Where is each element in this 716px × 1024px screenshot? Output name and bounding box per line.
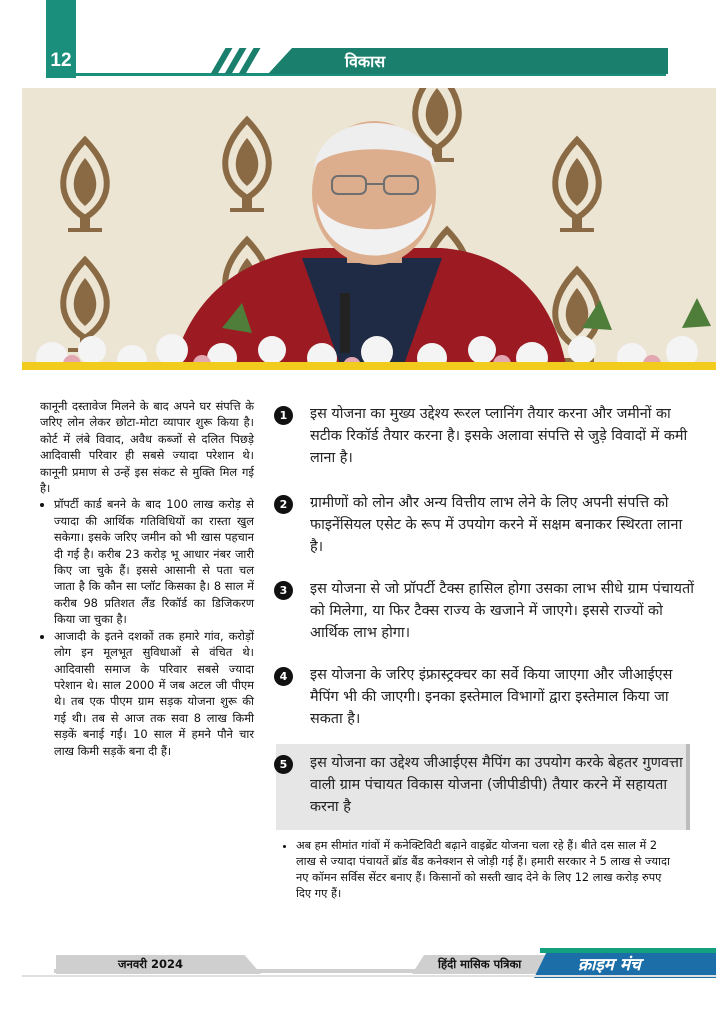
point-text: इस योजना का मुख्य उद्देश्य रूरल प्लानिंग तैयार करना और जमीनों का सटीक रिकॉर्ड तैयार करना है। इसके अलावा संपत्ति से जुड़े विवादों में कमी लाना है।	[310, 406, 688, 466]
list-item: • अब हम सीमांत गांवों में कनेक्टिविटी बढ़ाने वाइब्रेंट योजना चला रहे हैं। बीते दस साल में 2 लाख से ज्यादा पंचायतें ब्रॉड बैंड कनेक्शन से जोड़ी गई हैं। हमारी सरकार ने 5 लाख से ज्यादा नए कॉमन सर्विस सेंटर बनाए हैं। किसानों को सस्ती खाद देने के लिए 12 लाख करोड़ रुपए दिए गए हैं।	[296, 838, 674, 902]
point-text: इस योजना के जरिए इंफ्रास्ट्रक्चर का सर्वे किया जाएगा और जीआईएस मैपिंग भी की जाएगी। इनका इस्तेमाल विभागों द्वारा इस्तेमाल किया जा सकता है।	[310, 667, 673, 727]
speaker-portrait-image	[22, 88, 716, 370]
page-number: 12	[50, 50, 72, 71]
number-badge: 2	[274, 495, 293, 514]
footer-date: जनवरी 2024	[118, 957, 184, 971]
point-text: इस योजना का उद्देश्य जीआईएस मैपिंग का उपयोग करके बेहतर गुणवत्ता वाली ग्राम पंचायत विकास योजना (जीपीडीपी) तैयार करने में सहायता करना है	[310, 755, 683, 815]
number-badge: 4	[274, 667, 293, 686]
left-bullet-list	[40, 496, 254, 759]
section-title: विकास	[344, 52, 386, 71]
footer-brand-logo: क्राइम मंच	[578, 955, 641, 975]
bottom-note	[282, 838, 674, 902]
number-badge: 5	[274, 755, 293, 774]
left-column	[40, 398, 254, 759]
intro-paragraph: कानूनी दस्तावेज मिलने के बाद अपने घर संपत्ति के जरिए लोन लेकर छोटा-मोटा व्यापार शुरू किया है। कोर्ट में लंबे विवाद, अवैध कब्जों से दलित पिछड़े आदिवासी परिवार ही सबसे ज्यादा परेशान थे। कानूनी प्रमाण से उन्हें इस संकट से मुक्ति मिल गई है।	[40, 399, 254, 496]
point-text: इस योजना से जो प्रॉपर्टी टैक्स हासिल होगा उसका लाभ सीधे ग्राम पंचायतों को मिलेगा, या फिर टैक्स राज्य के खजाने में जाएगे। इससे राज्यों को आर्थिक लाभ होगा।	[310, 581, 694, 641]
note-list	[282, 838, 674, 902]
footer-bottom-bar	[22, 975, 716, 977]
speaker-photo	[22, 88, 716, 370]
number-badge: 3	[274, 581, 293, 600]
page-header	[0, 0, 716, 88]
footer-magazine-name: हिंदी मासिक पत्रिका	[438, 957, 522, 971]
number-badge: 1	[274, 406, 293, 425]
point-text: ग्रामीणों को लोन और अन्य वित्तीय लाभ लेने के लिए अपनी संपत्ति को फाइनेंसियल एसेट के रूप में उपयोग करने में सक्षम बनाकर स्थिरता लाना है।	[310, 495, 683, 555]
list-item: • प्रॉपर्टी कार्ड बनने के बाद 100 लाख करोड़ से ज्यादा की आर्थिक गतिविधियों का रास्ता खुल सकेगा। इसके जरिए जमीन को भी खास पहचान दी गई है। करीब 23 करोड़ भू आधार नंबर जारी किए जा चुके हैं। इससे आसानी से पता चल जाता है कि कौन सा प्लॉट किसका है। 8 साल में करीब 98 प्रतिशत लैंड रिकॉर्ड का डिजिकरण किया जा चुका है।	[54, 496, 254, 627]
list-item: • आजादी के इतने दशकों तक हमारे गांव, करोड़ों लोग इन मूलभूत सुविधाओं से वंचित थे। आदिवासी समाज के परिवार सबसे ज्यादा परेशान थे। साल 2000 में जब अटल जी पीएम थे। तब एक पीएम ग्राम सड़क योजना शुरू की गई थी। तब से आज तक सवा 8 लाख किमी सड़कें बनाई गईं। 10 साल में हमने पौने चार लाख किमी सड़कें बना दी हैं।	[54, 628, 254, 759]
